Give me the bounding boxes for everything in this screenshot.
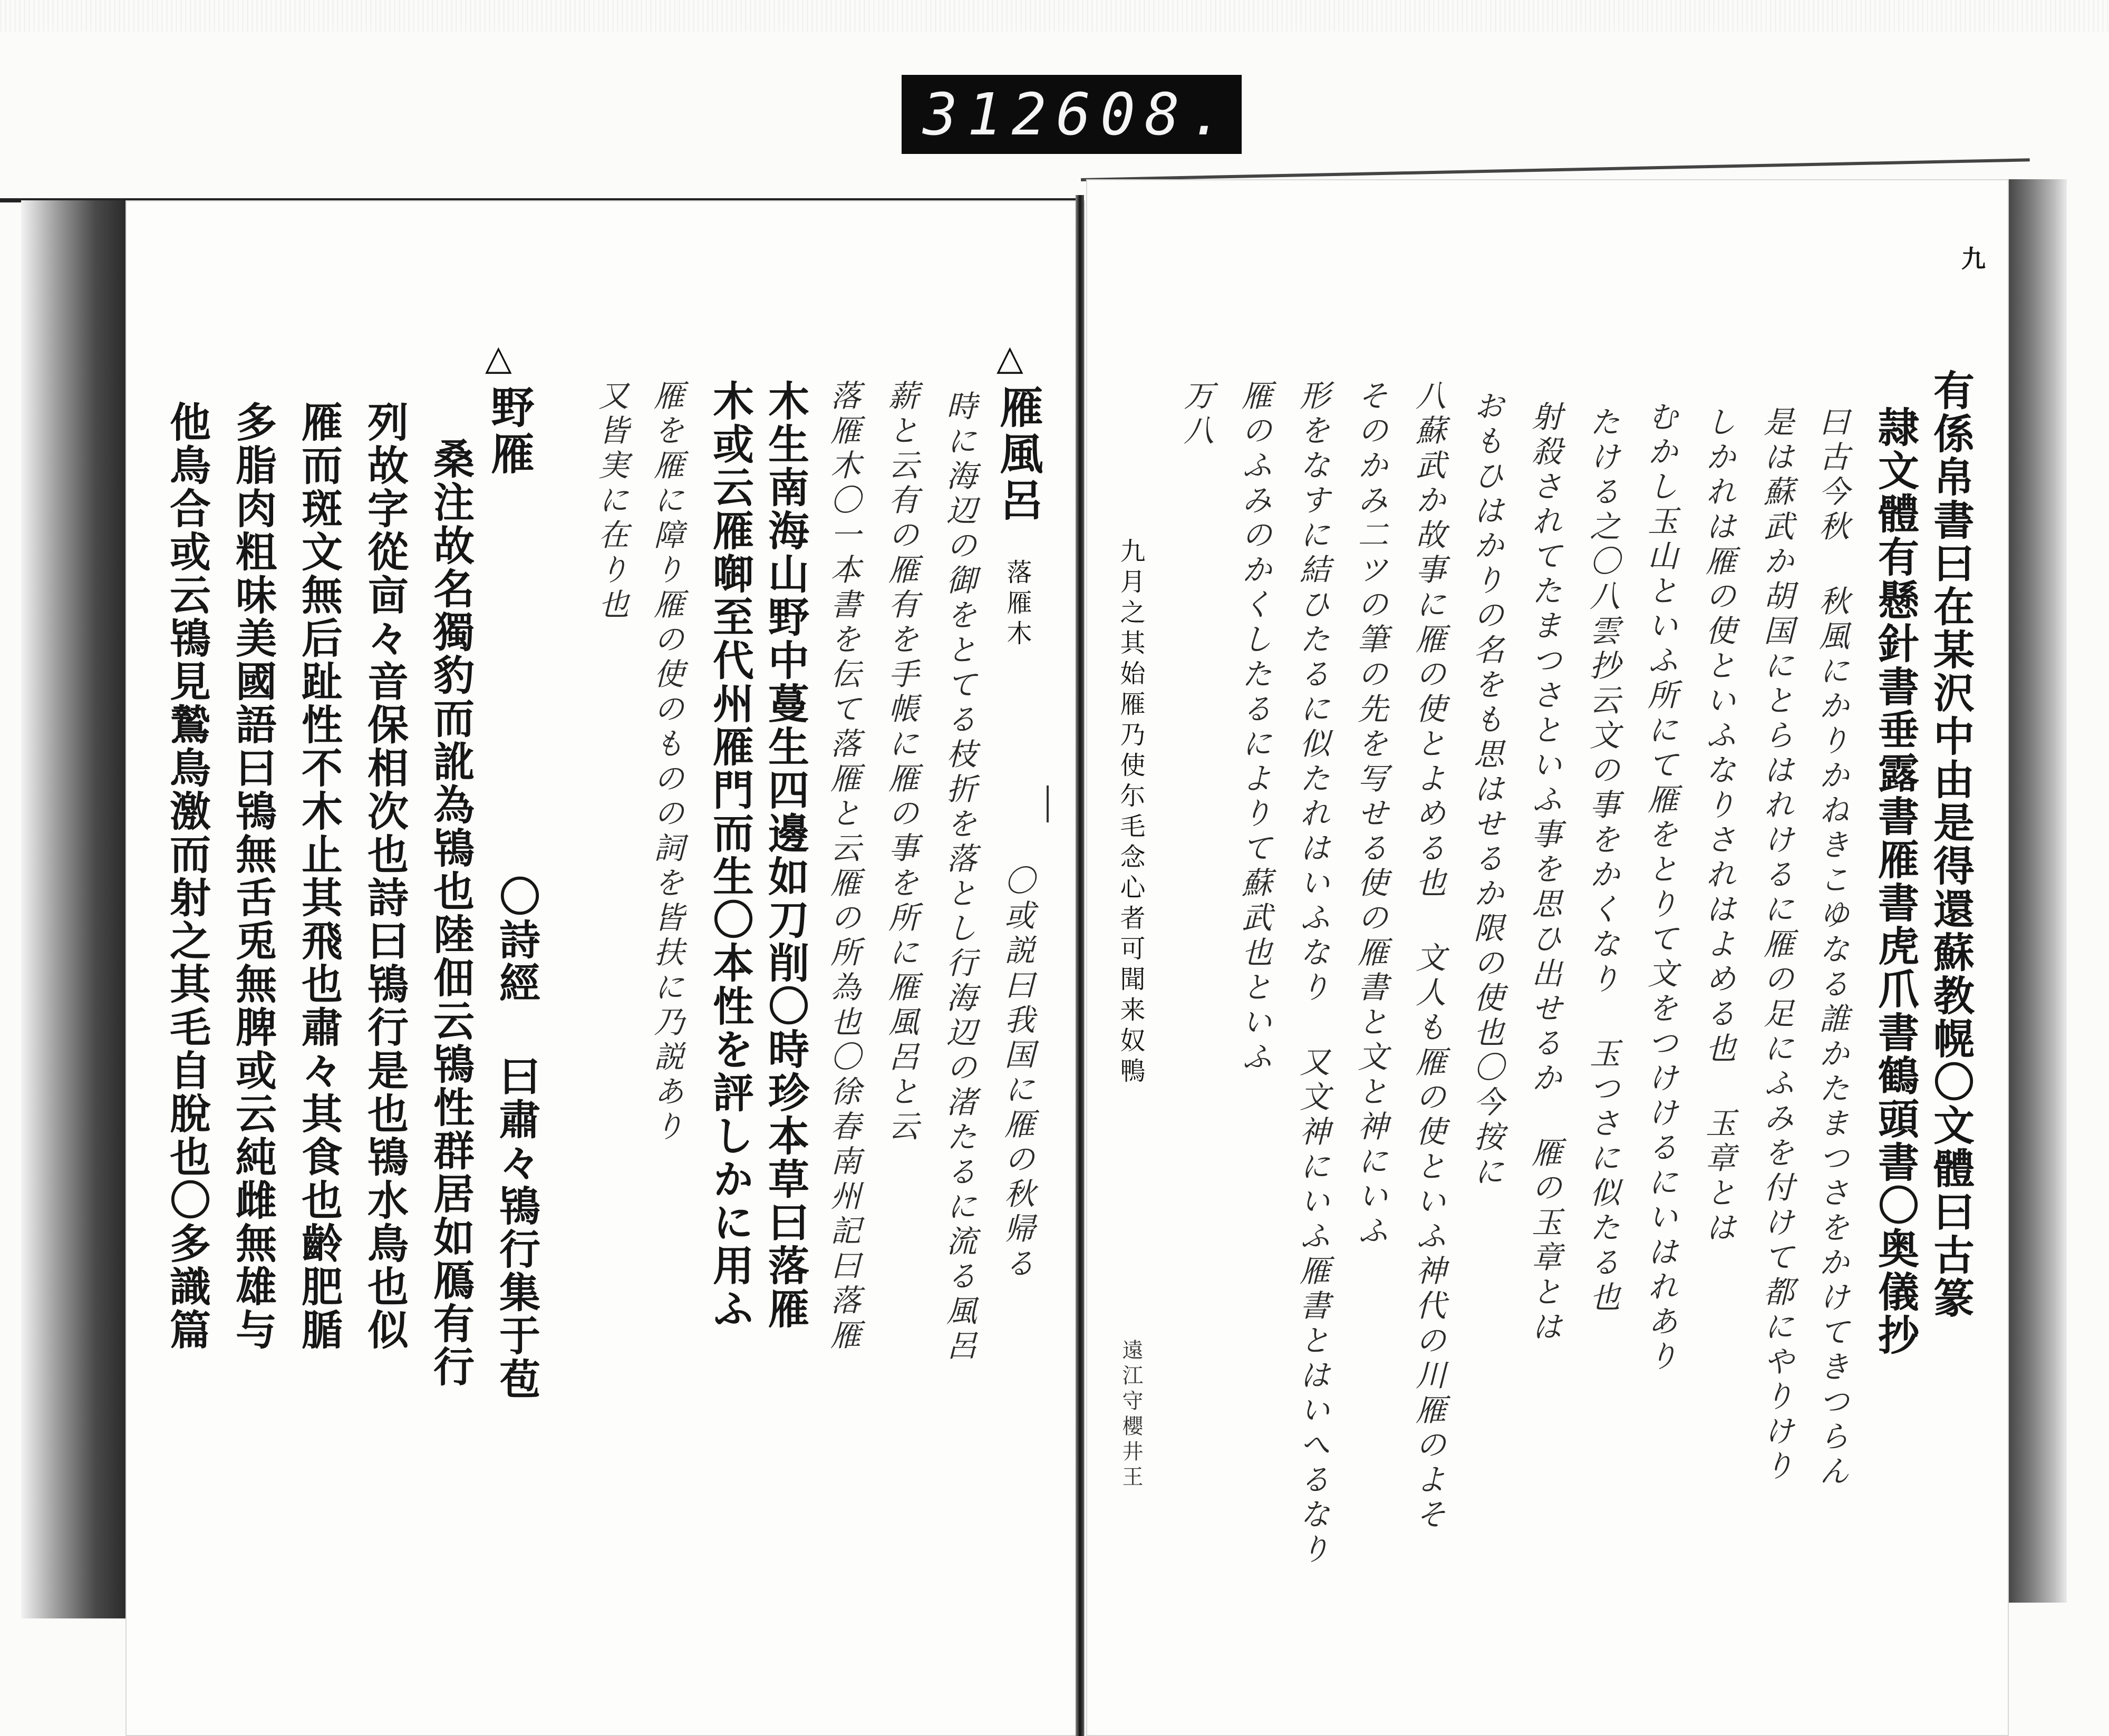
right-column-2: 隷文體有懸針書垂露書雁書虎爪書鶴頭書〇奥儀抄 bbox=[1871, 406, 1919, 1357]
left-s2-column-5: 多脂肉粗味美國語曰鴇無舌兎無脾或云純雌無雄与 bbox=[229, 401, 277, 1352]
right-column-11: そのかみ二ツの筆の先を写せる使の雁書と文と神にいふ bbox=[1352, 380, 1388, 1249]
catalog-label bbox=[902, 75, 1242, 154]
left-s2-column-1: 〇詩經 曰肅々鴇行集于苞 bbox=[492, 875, 540, 1401]
right-column-14: 万八 bbox=[1178, 380, 1214, 449]
left-s1-column-2: 時に海辺の御をとてる枝折を落とし行海辺の渚たるに流る風呂 bbox=[941, 390, 977, 1364]
right-column-6: むかし玉山といふ所にて雁をとりて文をつけけるにいはれあり bbox=[1642, 401, 1678, 1375]
right-column-8: 射殺されてたまつさといふ事を思ひ出せるか 雁の玉章とは bbox=[1526, 401, 1562, 1345]
ink-stroke bbox=[1047, 785, 1049, 822]
right-column-9: おもひはかりの名をも思はせるか限の使也〇今按に bbox=[1468, 390, 1504, 1190]
left-s1-column-8: 又皆実に在り也 bbox=[593, 380, 629, 623]
section-subheading: 落雁木 bbox=[1002, 559, 1032, 651]
right-column-1: 有係帛書曰在某沢中由是得還蘇教幌〇文體曰古篆 bbox=[1927, 369, 1975, 1320]
page-number: 九 bbox=[1961, 245, 1986, 273]
left-s1-column-5: 木生南海山野中蔓生四邊如刀削〇時珍本草曰落雁 bbox=[761, 380, 809, 1331]
poem-author: 遠江守櫻井王 bbox=[1119, 1339, 1143, 1491]
right-column-10: 八蘇武か故事に雁の使とよめる也 文人も雁の使といふ神代の川雁のよそ bbox=[1410, 380, 1446, 1533]
left-s1-column-6: 木或云雁啣至代州雁門而生〇本性を評しかに用ふ bbox=[706, 380, 754, 1331]
scan-top-rule-right bbox=[1081, 158, 2030, 181]
right-column-13: 雁のふみのかくしたるによりて蘇武也といふ bbox=[1236, 380, 1272, 1075]
right-column-12: 形をなすに結ひたるに似たれはいふなり 又文神にいふ雁書とはいへるなり bbox=[1294, 380, 1330, 1568]
catalog-number-right: 608. bbox=[1056, 81, 1234, 148]
catalog-number-left: 312 bbox=[923, 81, 1056, 148]
triangle-marker-icon: △ bbox=[485, 337, 512, 378]
left-s2-column-2: 桑注故名獨豹而訛為鴇也陸佃云鴇性群居如鴈有行 bbox=[427, 438, 475, 1389]
left-s1-column-7: 雁を雁に障り雁の使のものの詞を皆扶に乃説あり bbox=[649, 380, 684, 1145]
left-s1-column-1: 〇或説曰我国に雁の秋帰る bbox=[999, 865, 1035, 1282]
book-edge-left bbox=[21, 200, 127, 1618]
right-column-7: たける之〇八雲抄云文の事をかくなり 玉つさに似たる也 bbox=[1584, 406, 1620, 1316]
right-column-3: 曰古今秋 秋風にかりかねきこゆなる誰かたまつさをかけてきつらん bbox=[1814, 406, 1850, 1490]
scan-speckle bbox=[0, 0, 2109, 32]
right-poem-line: 九月之其始雁乃使尓毛念心者可聞来奴鴨 bbox=[1116, 538, 1145, 1088]
section-heading-nogan: 野雁 bbox=[484, 385, 535, 478]
left-s1-column-4: 落雁木〇一本書を伝て落雁と云雁の所為也〇徐春南州記曰落雁 bbox=[825, 380, 861, 1354]
left-s2-column-4: 雁而斑文無后趾性不木止其飛也肅々其食也齡肥腯 bbox=[295, 401, 343, 1352]
right-column-5: しかれは雁の使といふなりされはよめる也 玉章とは bbox=[1700, 406, 1736, 1246]
left-s1-column-3: 薪と云有の雁有を手帳に雁の事を所に雁風呂と云 bbox=[883, 380, 919, 1145]
book-edge-right bbox=[2004, 179, 2067, 1603]
left-s2-column-6: 他鳥合或云鴇見鷙鳥激而射之其毛自脫也〇多識篇 bbox=[163, 401, 211, 1352]
right-column-4: 是は蘇武か胡国にとらはれけるに雁の足にふみを付けて都にやりけり bbox=[1758, 406, 1794, 1485]
triangle-marker-icon: △ bbox=[997, 337, 1023, 378]
section-heading-gampuro: 雁風呂 bbox=[993, 385, 1043, 524]
book-gutter bbox=[1076, 195, 1084, 1736]
left-s2-column-3: 列故字從㐭々音保相次也詩曰鴇行是也鴇水鳥也似 bbox=[361, 401, 409, 1352]
